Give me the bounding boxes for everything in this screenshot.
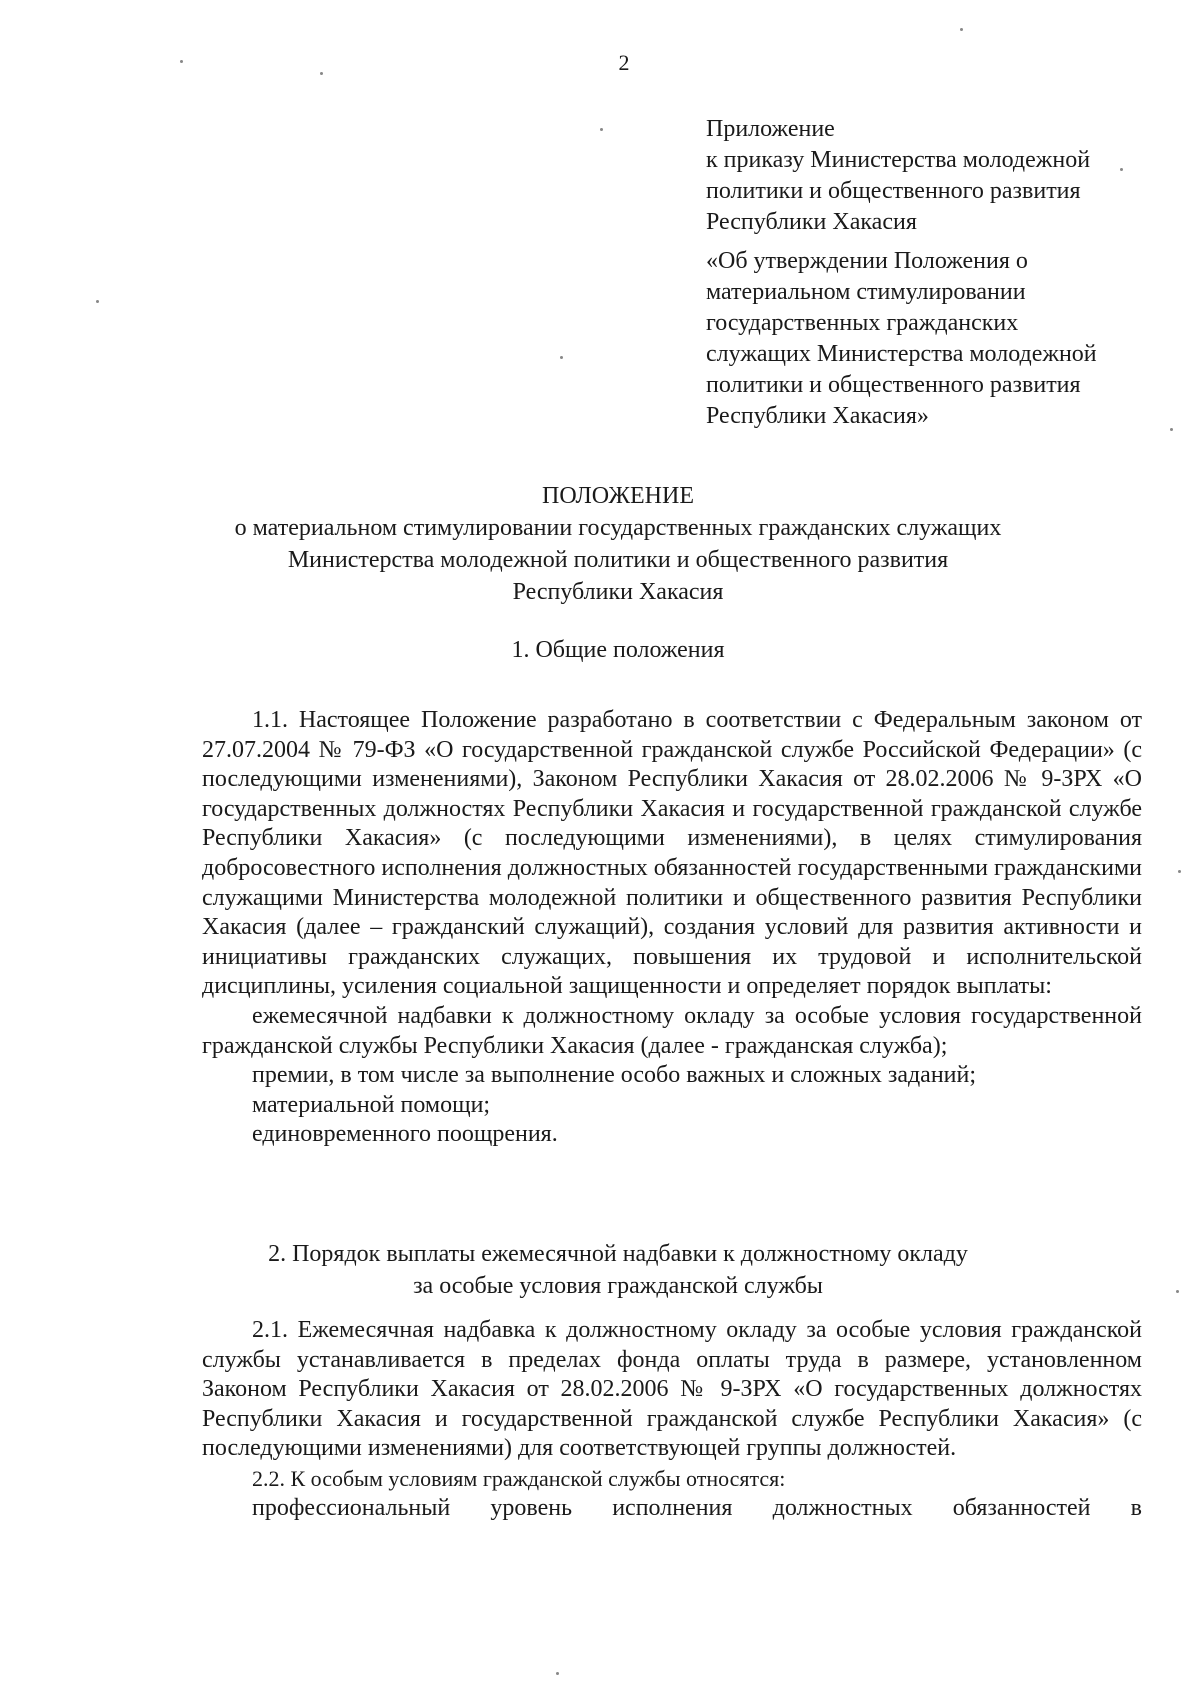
scan-speck bbox=[1176, 1290, 1179, 1293]
subtitle-line: Министерства молодежной политики и общественного развития bbox=[287, 547, 949, 573]
scan-speck bbox=[96, 300, 99, 303]
annex-line: Приложение bbox=[706, 116, 835, 142]
page-number: 2 bbox=[618, 50, 630, 75]
paragraph-1-1: 1.1. Настоящее Положение разработано в соответствии с Федеральным законом от 27.07.2004 № 79-ФЗ «О государственной гражданской службе Российской Федерации» (с последующими изменениями), Законом Республики Хакасия от 28.02.2006 № 9-ЗРХ «О государственных должностях Республики Хакасия и государственной гражданской службе Республики Хакасия» (с последующими изменениями), в целях стимулирования добросовестного исполнения должностных обязанностей государственными гражданскими служащими Министерства молодежной политики и общественного развития Республики Хакасия (далее – гражданский служащий), создания условий для развития активности и инициативы гражданских служащих, повышения их трудовой и исполнительской дисциплины, усиления социальной защищенности и определяет порядок выплаты: bbox=[202, 707, 1142, 1000]
paragraph-2-2: 2.2. К особым условиям гражданской службы относятся: bbox=[252, 1465, 786, 1491]
list-item: ежемесячной надбавки к должностному окладу за особые условия государственной гражданской службы Республики Хакасия (далее - гражданская служба); bbox=[202, 1002, 1142, 1059]
scan-speck bbox=[180, 60, 183, 63]
annex-line: материальном стимулировании bbox=[706, 279, 1026, 305]
annex-line: Республики Хакасия bbox=[706, 209, 917, 235]
scan-speck bbox=[1120, 168, 1123, 171]
paragraph-2-1: 2.1. Ежемесячная надбавка к должностному окладу за особые условия гражданской службы устанавливается в пределах фонда оплаты труда в размере, установленном Законом Республики Хакасия от 28.02.2006 № 9-ЗРХ «О государственных должностях Республики Хакасия и государственной гражданской службе Республики Хакасия» (с последующими изменениями) для соответствующей группы должностей. bbox=[202, 1317, 1142, 1462]
scan-speck bbox=[560, 356, 563, 359]
subtitle-line: о материальном стимулировании государственных гражданских служащих bbox=[234, 515, 1002, 541]
scan-speck bbox=[960, 28, 963, 31]
document-subtitle bbox=[18, 512, 1200, 608]
section-1-body bbox=[202, 706, 1142, 1150]
annex-line: Республики Хакасия» bbox=[706, 403, 929, 429]
section-1-heading bbox=[18, 634, 1200, 666]
scan-speck bbox=[556, 1672, 559, 1675]
section-2-heading bbox=[18, 1238, 1200, 1302]
document-title bbox=[18, 480, 1200, 512]
paragraph-2-2-continued: профессиональный уровень исполнения должностных обязанностей в bbox=[252, 1494, 1142, 1521]
annex-line: государственных гражданских bbox=[706, 310, 1019, 336]
section-heading-line: 2. Порядок выплаты ежемесячной надбавки к должностному окладу bbox=[268, 1241, 968, 1267]
annex-block bbox=[706, 114, 1146, 432]
annex-line: политики и общественного развития bbox=[706, 178, 1081, 204]
scan-speck bbox=[600, 128, 603, 131]
scan-speck bbox=[1170, 428, 1173, 431]
list-item: премии, в том числе за выполнение особо важных и сложных заданий; bbox=[252, 1062, 977, 1089]
scan-speck bbox=[1178, 870, 1181, 873]
annex-line: к приказу Министерства молодежной bbox=[706, 147, 1091, 173]
scan-speck bbox=[320, 72, 323, 75]
section-heading-line: за особые условия гражданской службы bbox=[413, 1273, 823, 1299]
list-item: единовременного поощрения. bbox=[252, 1121, 558, 1148]
subtitle-line: Республики Хакасия bbox=[512, 579, 724, 605]
annex-line: политики и общественного развития bbox=[706, 372, 1081, 398]
title-text: ПОЛОЖЕНИЕ bbox=[542, 483, 694, 509]
annex-line: служащих Министерства молодежной bbox=[706, 341, 1097, 367]
annex-line: «Об утверждении Положения о bbox=[706, 248, 1028, 274]
section-heading-text: 1. Общие положения bbox=[511, 637, 725, 663]
list-item: материальной помощи; bbox=[252, 1091, 491, 1118]
section-2-body bbox=[202, 1316, 1142, 1523]
